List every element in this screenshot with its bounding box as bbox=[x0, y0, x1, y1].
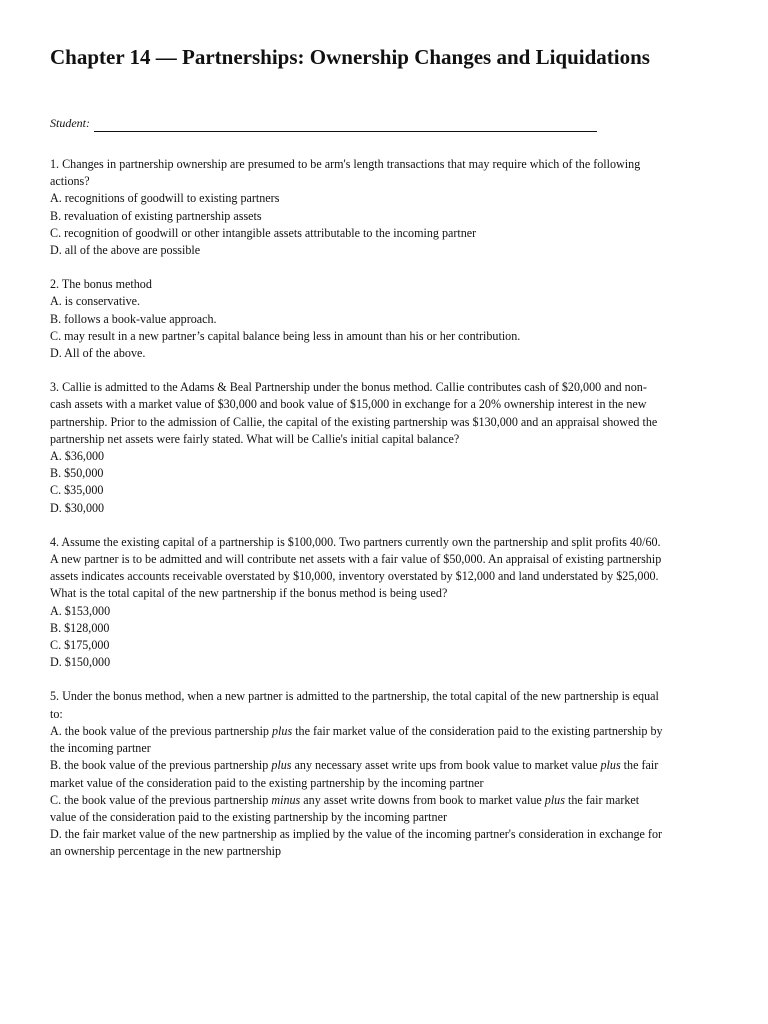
question-stem: 1. Changes in partnership ownership are presumed to be arm's length transactions that may require which of the following actions? bbox=[50, 157, 641, 189]
answer-option-d: D. All of the above. bbox=[50, 346, 146, 361]
question-list bbox=[50, 156, 665, 861]
question-5 bbox=[50, 688, 665, 860]
answer-option-b: B. revaluation of existing partnership assets bbox=[50, 208, 262, 223]
answer-option-a: A. is conservative. bbox=[50, 294, 141, 309]
answer-option-a: A. recognitions of goodwill to existing partners bbox=[50, 191, 280, 206]
answer-option-c: C. recognition of goodwill or other intangible assets attributable to the incoming partner bbox=[50, 225, 477, 240]
question-2 bbox=[50, 276, 665, 362]
question-1 bbox=[50, 156, 665, 259]
question-stem: 3. Callie is admitted to the Adams & Beal Partnership under the bonus method. Callie contributes cash of $20,000 and non-cash assets with a market value of $30,000 and book value of $15,000 in exchange for a 20% ownership interest in the new partnership. Prior to the admission of Callie, the capital of the existing partnership was $130,000 and an appraisal showed the partnership net assets were fairly stated. What will be Callie's initial capital balance? bbox=[50, 380, 658, 446]
answer-option-a: A. the book value of the previous partnership plus the fair market value of the consideration paid to the existing partnership by the incoming partner bbox=[50, 723, 663, 756]
answer-option-b: B. the book value of the previous partnership plus any necessary asset write ups from book value to market value plus the fair market value of the consideration paid to the existing partnership by the incoming partner bbox=[50, 758, 659, 790]
answer-option-c: C. may result in a new partner’s capital balance being less in amount than his or her contribution. bbox=[50, 328, 521, 343]
answer-option-c: C. $35,000 bbox=[50, 483, 104, 498]
question-4 bbox=[50, 534, 665, 672]
answer-option-c: C. the book value of the previous partnership minus any asset write downs from book to market value plus the fair market value of the consideration paid to the existing partnership by the incoming partner bbox=[50, 792, 640, 824]
quiz-page bbox=[50, 44, 665, 878]
question-stem: 5. Under the bonus method, when a new partner is admitted to the partnership, the total capital of the new partnership is equal to: bbox=[50, 689, 659, 721]
answer-option-d: D. $150,000 bbox=[50, 655, 111, 670]
answer-option-b: B. $128,000 bbox=[50, 620, 110, 635]
answer-option-b: B. $50,000 bbox=[50, 466, 104, 481]
answer-option-d: D. $30,000 bbox=[50, 500, 105, 515]
student-name-row bbox=[50, 115, 665, 132]
answer-option-d: D. the fair market value of the new partnership as implied by the value of the incoming partner's consideration in exchange for an ownership percentage in the new partnership bbox=[50, 827, 663, 859]
answer-option-c: C. $175,000 bbox=[50, 638, 110, 653]
student-label: Student: bbox=[50, 116, 90, 130]
chapter-title: Chapter 14 — Partnerships: Ownership Changes and Liquidations bbox=[50, 45, 650, 69]
question-stem: 2. The bonus method bbox=[50, 277, 152, 292]
question-stem: 4. Assume the existing capital of a partnership is $100,000. Two partners currently own the partnership and split profits 40/60. A new partner is to be admitted and will contribute net assets with a fair value of $50,000. An appraisal of existing partnership assets indicates accounts receivable overstated by $10,000, inventory overstated by $12,000 and land understated by $25,000. What is the total capital of the new partnership if the bonus method is being used? bbox=[50, 534, 662, 601]
question-3 bbox=[50, 379, 665, 517]
answer-option-a: A. $153,000 bbox=[50, 603, 111, 618]
student-name-field[interactable] bbox=[94, 119, 597, 132]
answer-option-d: D. all of the above are possible bbox=[50, 243, 201, 258]
answer-option-a: A. $36,000 bbox=[50, 449, 105, 464]
answer-option-b: B. follows a book-value approach. bbox=[50, 311, 217, 326]
